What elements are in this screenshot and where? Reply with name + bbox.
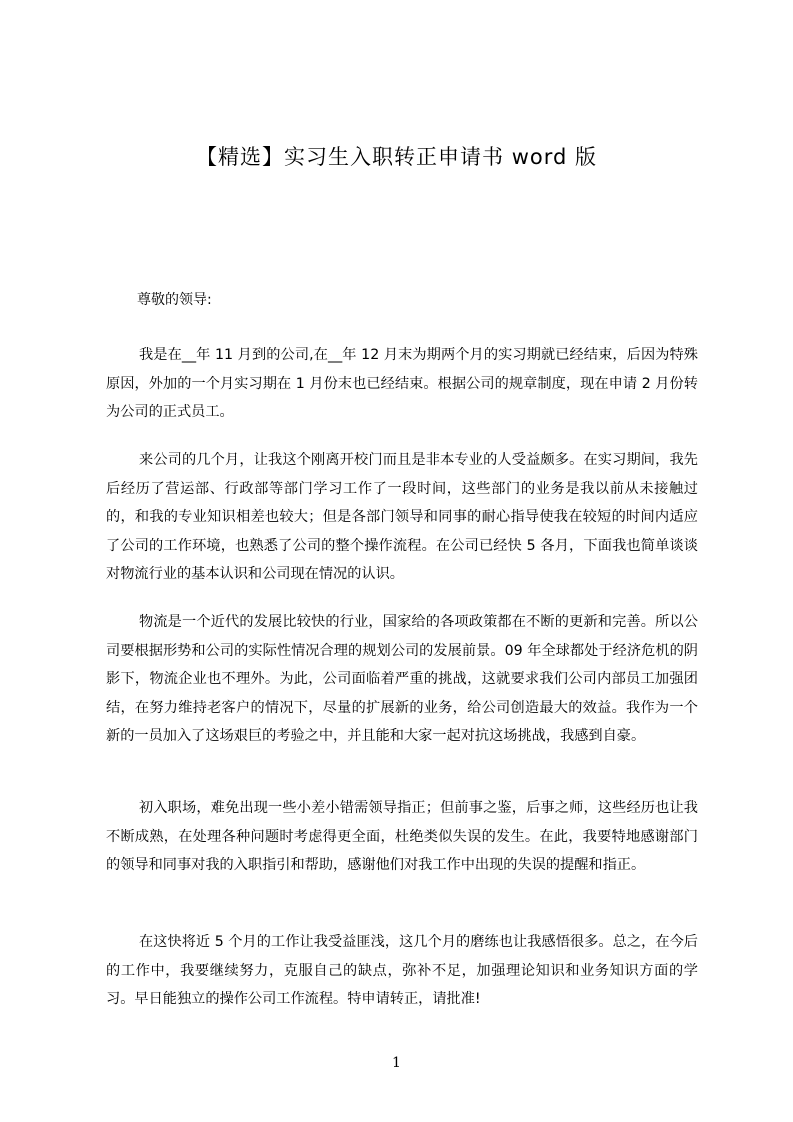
page-number: 1 [392, 1055, 401, 1071]
body-paragraph-5: 在这快将近 5 个月的工作让我受益匪浅，这几个月的磨练也让我感悟很多。总之，在今后的工作中，我要继续努力，克服自己的缺点，弥补不足，加强理论知识和业务知识方面的学习。早日能独立的操作公司工作流程。特申请转正，请批准! [106, 934, 698, 1007]
body-paragraph-3: 物流是一个近代的发展比较快的行业，国家给的各项政策都在不断的更新和完善。所以公司要根据形势和公司的实际性情况合理的规划公司的发展前景。09 年全球都处于经济危机的阴影下，物流企业也不理外。为此，公司面临着严重的挑战，这就要求我们公司内部员工加强团结，在努力维持老客户的情况下，尽量的扩展新的业务，给公司创造最大的效益。我作为一个新的一员加入了这场艰巨的考验之中，并且能和大家一起对抗这场挑战，我感到自豪。 [106, 614, 698, 744]
body-paragraph-4: 初入职场，难免出现一些小差小错需领导指正；但前事之鉴，后事之师，这些经历也让我不断成熟，在处理各种问题时考虑得更全面，杜绝类似失误的发生。在此，我要特地感谢部门的领导和同事对我的入职指引和帮助，感谢他们对我工作中出现的失误的提醒和指正。 [106, 800, 698, 873]
body-paragraph-2: 来公司的几个月，让我这个刚离开校门而且是非本专业的人受益颇多。在实习期间，我先后经历了营运部、行政部等部门学习工作了一段时间，这些部门的业务是我以前从未接触过的，和我的专业知识相差也较大；但是各部门领导和同事的耐心指导使我在较短的时间内适应了公司的工作环境，也熟悉了公司的整个操作流程。在公司已经快 5 各月，下面我也简单谈谈对物流行业的基本认识和公司现在情况的认识。 [106, 452, 698, 582]
body-paragraph-1: 我是在__年 11 月到的公司,在__年 12 月末为期两个月的实习期就已经结束，后因为特殊原因，外加的一个月实习期在 1 月份末也已经结束。根据公司的规章制度，现在申请 2 月份转为公司的正式员工。 [106, 347, 698, 420]
salutation: 尊敬的领导: [137, 292, 212, 308]
document-title: 【精选】实习生入职转正申请书 word 版 [196, 145, 597, 169]
